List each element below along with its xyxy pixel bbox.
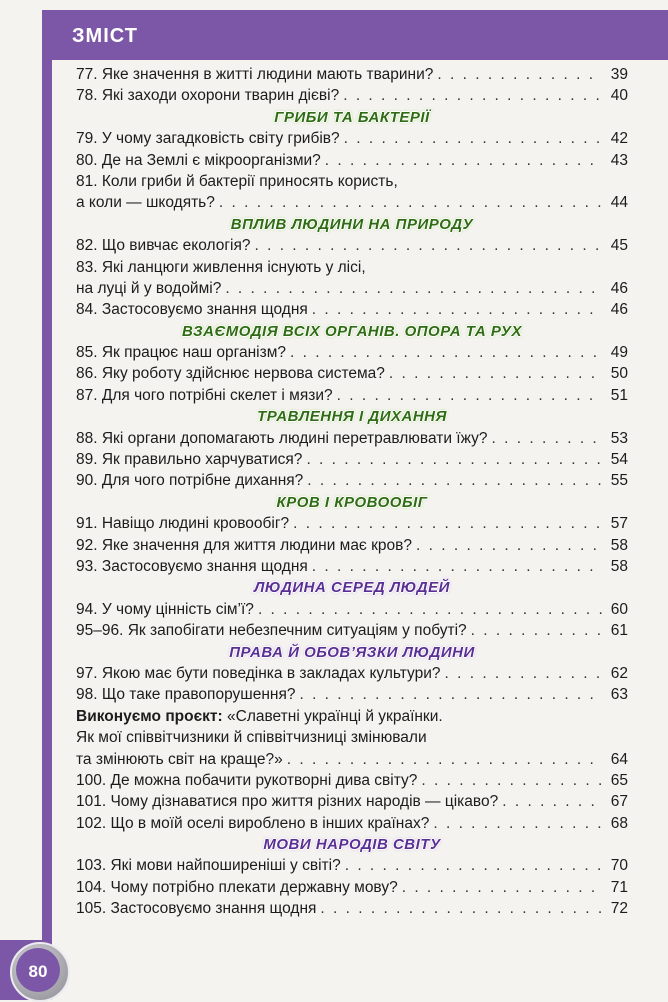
entry-page: 63: [610, 686, 628, 704]
entry-title: 102. Що в моїй оселі вироблено в інших країнах?: [76, 814, 430, 832]
dot-leader: [343, 85, 602, 106]
entry-page: 61: [610, 622, 628, 640]
toc-entry-85[interactable]: [76, 342, 628, 363]
section-heading-organs: ВЗАЄМОДІЯ ВСІХ ОРГАНІВ. ОПОРА ТА РУХ: [182, 322, 522, 340]
project-title-part1: «Славетні українці й українки.: [222, 707, 443, 725]
dot-leader: [312, 299, 602, 320]
dot-leader: [444, 663, 602, 684]
entry-title: 84. Застосовуємо знання щодня: [76, 301, 308, 319]
dot-leader: [312, 556, 602, 577]
toc-entry-101[interactable]: [76, 791, 628, 812]
entry-title: 103. Які мови найпоширеніші у світі?: [76, 857, 341, 875]
header-bar: [42, 10, 668, 60]
section-heading-impact: ВПЛИВ ЛЮДИНИ НА ПРИРОДУ: [230, 215, 474, 233]
dot-leader: [433, 813, 602, 834]
toc-entry-86[interactable]: [76, 363, 628, 384]
entry-title: 95–96. Як запобігати небезпечним ситуаціям у побуті?: [76, 622, 467, 640]
entry-title: 100. Де можна побачити рукотворні дива світу?: [76, 771, 418, 789]
entry-title: 77. Яке значення в житті людини мають тварини?: [76, 66, 434, 83]
entry-title: а коли — шкодять?: [76, 194, 215, 212]
entry-page: 49: [610, 344, 628, 362]
entry-title: 79. У чому загадковість світу грибів?: [76, 130, 340, 148]
page-number-ring: [16, 948, 60, 992]
toc-entry-78[interactable]: [76, 85, 628, 106]
dot-leader: [307, 470, 602, 491]
entry-title: 104. Чому потрібно плекати державну мову?: [76, 878, 398, 896]
project-line2: Як мої співвітчизники й співвітчизниці змінювали: [76, 729, 427, 747]
entry-page: 44: [610, 194, 628, 212]
toc-entry-82[interactable]: [76, 235, 628, 256]
dot-leader: [402, 877, 602, 898]
toc-entry-97[interactable]: [76, 663, 628, 684]
entry-page: 45: [610, 237, 628, 255]
toc-entry-91[interactable]: [76, 513, 628, 534]
dot-leader: [437, 64, 602, 85]
dot-leader: [290, 342, 602, 363]
toc-entry-95-96[interactable]: [76, 620, 628, 641]
entry-title: 93. Застосовуємо знання щодня: [76, 557, 308, 575]
toc-entry-100[interactable]: [76, 770, 628, 791]
entry-title: 98. Що таке правопорушення?: [76, 686, 296, 704]
toc-entry-88[interactable]: [76, 428, 628, 449]
entry-title: 88. Які органи допомагають людині перетравлювати їжу?: [76, 429, 488, 447]
section-heading-fungi: ГРИБИ ТА БАКТЕРІЇ: [274, 108, 430, 126]
toc-entry-81[interactable]: [76, 192, 628, 213]
entry-title: 97. Якою має бути поведінка в закладах культури?: [76, 664, 441, 682]
toc-entry-84[interactable]: [76, 299, 628, 320]
section-heading-digestion: ТРАВЛЕННЯ І ДИХАННЯ: [257, 408, 447, 426]
dot-leader: [320, 898, 602, 919]
entry-page: 43: [610, 151, 628, 169]
dot-leader: [306, 449, 602, 470]
entry-page: 53: [610, 429, 628, 447]
entry-title: 101. Чому дізнаватися про життя різних народів — цікаво?: [76, 793, 499, 811]
toc-entry-94[interactable]: [76, 599, 628, 620]
dot-leader: [219, 192, 602, 213]
entry-title: 80. Де на Землі є мікроорганізми?: [76, 151, 321, 169]
page-number-badge: [10, 942, 70, 1002]
dot-leader: [421, 770, 602, 791]
entry-page: 62: [610, 664, 628, 682]
project-label: Виконуємо проєкт:: [76, 707, 223, 725]
toc-entry-83[interactable]: [76, 278, 628, 299]
entry-title: 92. Яке значення для життя людини має кров?: [76, 536, 413, 554]
toc-entry-104[interactable]: [76, 877, 628, 898]
dot-leader: [502, 791, 602, 812]
dot-leader: [416, 535, 602, 556]
project-line1: [76, 706, 628, 727]
entry-title: 82. Що вивчає екологія?: [76, 237, 251, 255]
entry-page: 55: [610, 472, 628, 490]
left-accent-bar: [42, 60, 52, 940]
toc-entry-87[interactable]: [76, 385, 628, 406]
dot-leader: [299, 684, 602, 705]
entry-title: 78. Які заходи охорони тварин дієві?: [76, 87, 340, 105]
entry-title: 87. Для чого потрібні скелет і мязи?: [76, 386, 333, 404]
toc-entry-90[interactable]: [76, 470, 628, 491]
dot-leader: [492, 428, 602, 449]
entry-page: 40: [610, 87, 628, 105]
dot-leader: [345, 855, 602, 876]
entry-page: 58: [610, 557, 628, 575]
entry-title: та змінюють світ на краще?»: [76, 750, 283, 768]
section-heading-languages: МОВИ НАРОДІВ СВІТУ: [263, 836, 441, 854]
entry-title: 89. Як правильно харчуватися?: [76, 451, 303, 469]
entry-page: 70: [610, 857, 628, 875]
toc-entry-project[interactable]: [76, 749, 628, 770]
entry-page: 72: [610, 900, 628, 918]
dot-leader: [471, 620, 602, 641]
entry-title: 105. Застосовуємо знання щодня: [76, 900, 317, 918]
toc-entry-102[interactable]: [76, 813, 628, 834]
toc-entry-79[interactable]: [76, 128, 628, 149]
toc-entry-83-line1: 83. Які ланцюги живлення існують у лісі,: [76, 258, 366, 276]
toc-entry-93[interactable]: [76, 556, 628, 577]
toc-list: [76, 64, 628, 920]
toc-entry-103[interactable]: [76, 855, 628, 876]
entry-page: 50: [610, 365, 628, 383]
dot-leader: [344, 128, 602, 149]
toc-entry-80[interactable]: [76, 150, 628, 171]
entry-page: 58: [610, 536, 628, 554]
dot-leader: [325, 150, 602, 171]
entry-title: 86. Яку роботу здійснює нервова система?: [76, 365, 385, 383]
entry-page: 51: [610, 386, 628, 404]
entry-page: 57: [610, 515, 628, 533]
entry-page: 42: [610, 130, 628, 148]
entry-page: 65: [610, 771, 628, 789]
section-heading-blood: КРОВ І КРОВООБІГ: [276, 493, 428, 511]
page-number: 80: [28, 962, 48, 981]
entry-title: на луці й у водоймі?: [76, 279, 222, 297]
toc-entry-92[interactable]: [76, 535, 628, 556]
entry-title: 90. Для чого потрібне дихання?: [76, 472, 304, 490]
toc-entry-98[interactable]: [76, 684, 628, 705]
toc-entry-77[interactable]: [76, 64, 628, 85]
entry-page: 46: [610, 279, 628, 297]
entry-page: 64: [610, 750, 628, 768]
toc-entry-89[interactable]: [76, 449, 628, 470]
entry-page: 68: [610, 814, 628, 832]
entry-title: 91. Навіщо людині кровообіг?: [76, 515, 290, 533]
entry-page: 67: [610, 793, 628, 811]
entry-page: 60: [610, 600, 628, 618]
dot-leader: [254, 235, 602, 256]
page-title: ЗМІСТ: [72, 25, 138, 47]
dot-leader: [337, 385, 602, 406]
toc-entry-105[interactable]: [76, 898, 628, 919]
dot-leader: [389, 363, 602, 384]
dot-leader: [293, 513, 602, 534]
section-heading-people: ЛЮДИНА СЕРЕД ЛЮДЕЙ: [254, 579, 450, 597]
entry-page: 39: [610, 66, 628, 83]
entry-title: 85. Як працює наш організм?: [76, 344, 286, 362]
entry-page: 54: [610, 451, 628, 469]
dot-leader: [258, 599, 602, 620]
dot-leader: [225, 278, 602, 299]
entry-page: 46: [610, 301, 628, 319]
dot-leader: [287, 749, 602, 770]
toc-entry-81-line1: 81. Коли гриби й бактерії приносять користь,: [76, 172, 398, 190]
entry-title: 94. У чому цінність сім’ї?: [76, 600, 254, 618]
section-heading-rights: ПРАВА Й ОБОВ’ЯЗКИ ЛЮДИНИ: [229, 643, 475, 661]
entry-page: 71: [610, 878, 628, 896]
